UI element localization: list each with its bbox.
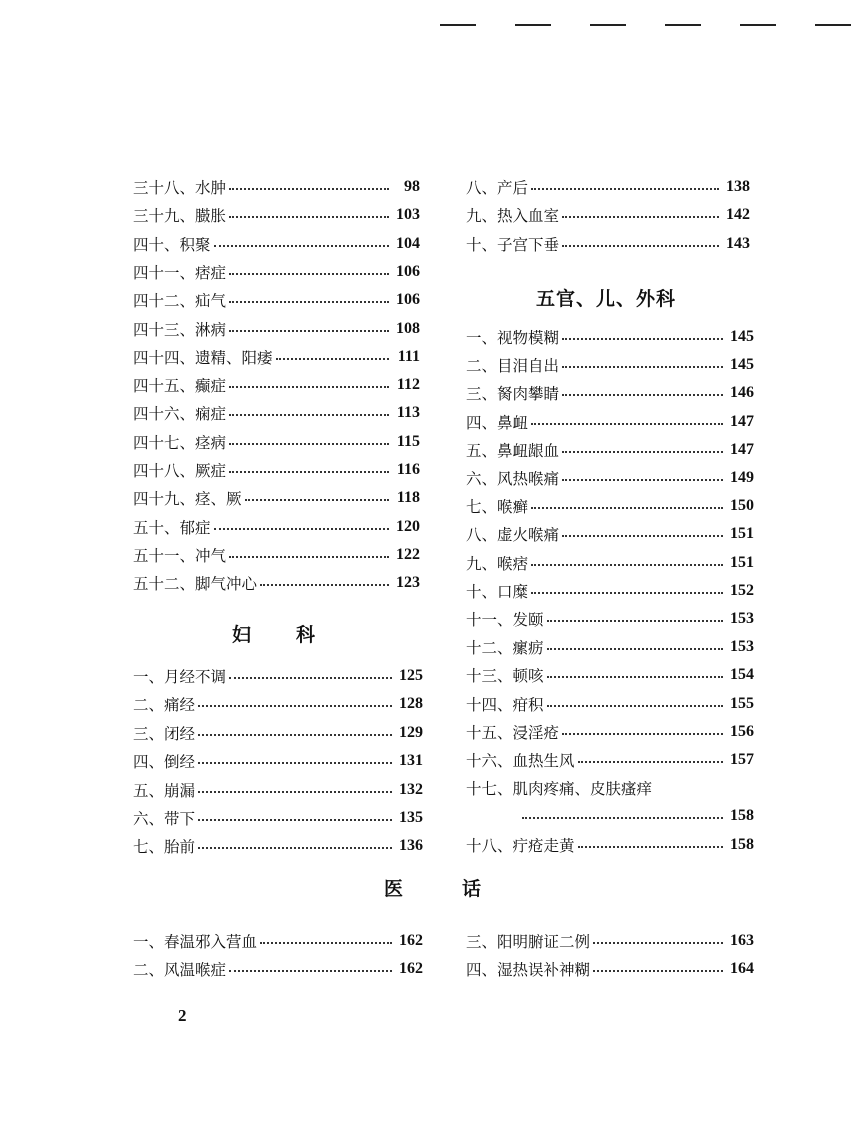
entry-page: 154 [730,666,754,684]
entry-page: 153 [730,610,754,627]
entry-title: 五十一、冲气 [133,546,227,565]
entry-title: 十三、顿咳 [466,667,544,686]
toc-entry [133,484,420,512]
section-heading-notes-2: 话 [462,878,483,900]
entry-page: 132 [399,780,423,798]
dot-leader [198,791,392,793]
entry-page: 145 [730,356,754,374]
toc-entry [466,464,754,492]
entry-title: 二、痛经 [133,696,196,715]
toc-entry [466,718,754,746]
toc-entry [133,776,423,804]
toc-entry [466,802,754,830]
entry-title: 十、子宫下垂 [466,235,560,254]
entry-title: 四十六、痫症 [133,405,227,424]
entry-title: 十七、肌肉疼痛、皮肤瘙痒 [466,780,653,799]
entry-page: 135 [399,809,423,826]
toc-entry [133,399,420,427]
entry-title: 十、口糜 [466,582,529,601]
toc-entry [133,230,420,258]
entry-title: 四十、积聚 [133,235,211,254]
toc-entry [133,927,423,955]
dot-leader [547,620,723,622]
dot-leader [562,479,723,481]
entry-page: 143 [726,234,750,252]
entry-title: 一、春温邪入营血 [133,933,258,951]
entry-title: 四十四、遗精、阳痿 [133,348,273,367]
entry-page: 115 [396,432,420,450]
toc-entry [466,323,754,351]
entry-title: 一、视物模糊 [466,329,560,347]
dot-leader [229,301,389,303]
entry-page: 122 [396,545,420,563]
entry-title: 四、湿热误补神糊 [466,961,591,980]
toc-entry [466,927,754,955]
toc-entry [133,456,420,484]
entry-page: 118 [396,489,420,507]
toc-entry [133,315,420,343]
section-heading-gynecology-2: 科 [296,624,317,646]
toc-entry [466,492,754,520]
dot-leader [229,188,389,190]
entry-title: 十一、发颐 [466,611,544,629]
dot-leader [198,819,392,821]
dot-leader [562,451,723,453]
entry-page: 158 [730,835,754,853]
section-heading-ent: 五官、儿、外科 [536,288,677,310]
dot-leader [198,734,392,736]
entry-title: 七、喉癣 [466,498,529,517]
entry-page: 155 [730,694,754,712]
entry-page: 147 [730,440,754,458]
entry-title: 五、鼻衄龈血 [466,441,560,460]
entry-page: 147 [730,412,754,430]
toc-entry [466,173,750,201]
toc-entry [133,832,423,860]
rule-mark [515,24,551,26]
entry-title: 六、带下 [133,810,196,828]
dot-leader [276,358,389,360]
entry-title: 三、闭经 [133,724,196,743]
entry-title: 五十、郁症 [133,518,211,537]
dot-leader [531,507,723,509]
entry-page: 106 [396,291,420,309]
dot-leader [531,564,723,566]
toc-entry [133,343,420,371]
dot-leader [562,216,719,218]
dot-leader [229,414,389,416]
dot-leader [198,762,392,764]
toc-entry [133,690,423,718]
entry-page: 129 [399,723,423,741]
entry-page: 157 [730,751,754,768]
entry-title: 四十五、癫症 [133,377,227,396]
dot-leader [198,705,392,707]
entry-page: 98 [404,178,420,195]
entry-title: 九、喉痞 [466,554,529,573]
entry-page: 125 [399,667,423,684]
dot-leader [562,733,723,735]
toc-entry [133,747,423,775]
entry-page: 162 [399,932,423,949]
toc-entry [466,690,754,718]
toc-entry [466,549,754,577]
dot-leader [547,705,723,707]
dot-leader [593,942,723,944]
toc-entry [466,577,754,605]
entry-page: 113 [396,404,420,422]
dot-leader [229,471,389,473]
entry-title: 十八、疔疮走黄 [466,836,575,855]
toc-entry [133,286,420,314]
entry-page: 131 [399,752,423,770]
dot-leader [214,528,389,530]
toc-entry [133,258,420,286]
dot-leader [214,245,389,247]
entry-title: 五十二、脚气冲心 [133,575,258,594]
dot-leader [229,970,392,972]
toc-entry [133,569,420,597]
entry-page: 128 [399,695,423,713]
toc-entry [133,201,420,229]
entry-page: 158 [730,807,754,825]
entry-title: 四十一、痞症 [133,263,227,282]
toc-entry [133,955,423,983]
entry-title: 十五、浸淫疮 [466,723,560,742]
dot-leader [260,584,389,586]
toc-entry [466,633,754,661]
rule-mark [440,24,476,26]
entry-title: 十六、血热生风 [466,752,575,770]
entry-page: 150 [730,497,754,515]
toc-entry [466,201,750,229]
entry-title: 一、月经不调 [133,668,227,686]
dot-leader [522,817,723,819]
entry-title: 二、风温喉症 [133,961,227,980]
entry-title: 四、鼻衄 [466,413,529,432]
toc-entry [133,804,423,832]
dot-leader [562,245,719,247]
dot-leader [229,386,389,388]
dot-leader [531,592,723,594]
dot-leader [578,761,723,763]
entry-page: 163 [730,932,754,949]
section-heading-gynecology-1: 妇 [232,624,253,646]
entry-title: 三十八、水肿 [133,179,227,197]
entry-title: 二、目泪自出 [466,357,560,376]
entry-page: 136 [399,837,423,855]
toc-entry [466,661,754,689]
entry-page: 152 [730,581,754,599]
entry-page: 108 [396,319,420,337]
dot-leader [198,847,392,849]
entry-title: 四十二、疝气 [133,292,227,311]
toc-entry [466,955,754,983]
entry-title: 四十九、痉、厥 [133,490,242,509]
dot-leader [562,366,723,368]
dot-leader [578,846,723,848]
dot-leader [531,423,723,425]
entry-title: 八、虚火喉痛 [466,526,560,545]
toc-entry-title-line [466,774,754,802]
toc-entry [133,371,420,399]
toc-entry [466,436,754,464]
entry-page: 116 [396,461,420,478]
toc-entry [466,746,754,774]
dot-leader [229,556,389,558]
section-heading-notes-1: 医 [384,878,405,900]
entry-title: 五、崩漏 [133,781,196,800]
entry-title: 十四、疳积 [466,695,544,714]
toc-entry [466,230,750,258]
toc-entry [133,428,420,456]
entry-page: 138 [726,178,750,195]
entry-title: 三十九、臌胀 [133,207,227,226]
dot-leader [229,273,389,275]
entry-title: 十二、瘰疬 [466,639,544,658]
toc-entry [133,541,420,569]
rule-mark [590,24,626,26]
entry-page: 145 [730,328,754,345]
entry-page: 111 [397,347,420,365]
dot-leader [260,942,392,944]
toc-entry [133,662,423,690]
entry-title: 六、风热喉痛 [466,470,560,488]
entry-page: 151 [730,553,754,571]
toc-entry [466,351,754,379]
toc-entry [466,520,754,548]
dot-leader [562,535,723,537]
dot-leader [562,394,723,396]
entry-title: 四十七、痉病 [133,433,227,452]
dot-leader [547,676,723,678]
dot-leader [562,338,723,340]
page-number: 2 [178,1006,187,1025]
entry-page: 153 [730,638,754,656]
rule-mark [740,24,776,26]
entry-page: 104 [396,234,420,252]
dot-leader [229,330,389,332]
entry-title: 九、热入血室 [466,207,560,226]
dot-leader [229,677,392,679]
rule-mark [815,24,851,26]
toc-entry [466,831,754,859]
entry-page: 120 [396,517,420,535]
rule-mark [665,24,701,26]
toc-entry [133,173,420,201]
dot-leader [229,216,389,218]
toc-entry [466,605,754,633]
dot-leader [245,499,389,501]
entry-page: 123 [396,574,420,592]
entry-title: 四、倒经 [133,753,196,772]
toc-entry [466,408,754,436]
dot-leader [547,648,723,650]
entry-title: 四十八、厥症 [133,462,227,480]
entry-title: 八、产后 [466,179,529,197]
entry-page: 156 [730,722,754,740]
entry-page: 164 [730,960,754,978]
dot-leader [531,188,719,190]
entry-page: 146 [730,384,754,402]
entry-title: 七、胎前 [133,838,196,857]
toc-entry [466,379,754,407]
entry-page: 142 [726,206,750,224]
entry-page: 162 [399,960,423,978]
dot-leader [593,970,723,972]
toc-entry [133,513,420,541]
entry-title: 四十三、淋病 [133,320,227,339]
entry-page: 112 [396,376,420,394]
entry-page: 149 [730,469,754,486]
toc-entry [133,719,423,747]
entry-title: 三、阳明腑证二例 [466,933,591,951]
entry-title: 三、胬肉攀睛 [466,385,560,404]
entry-page: 103 [396,206,420,224]
entry-page: 106 [396,262,420,280]
entry-page: 151 [730,525,754,543]
dot-leader [229,443,389,445]
